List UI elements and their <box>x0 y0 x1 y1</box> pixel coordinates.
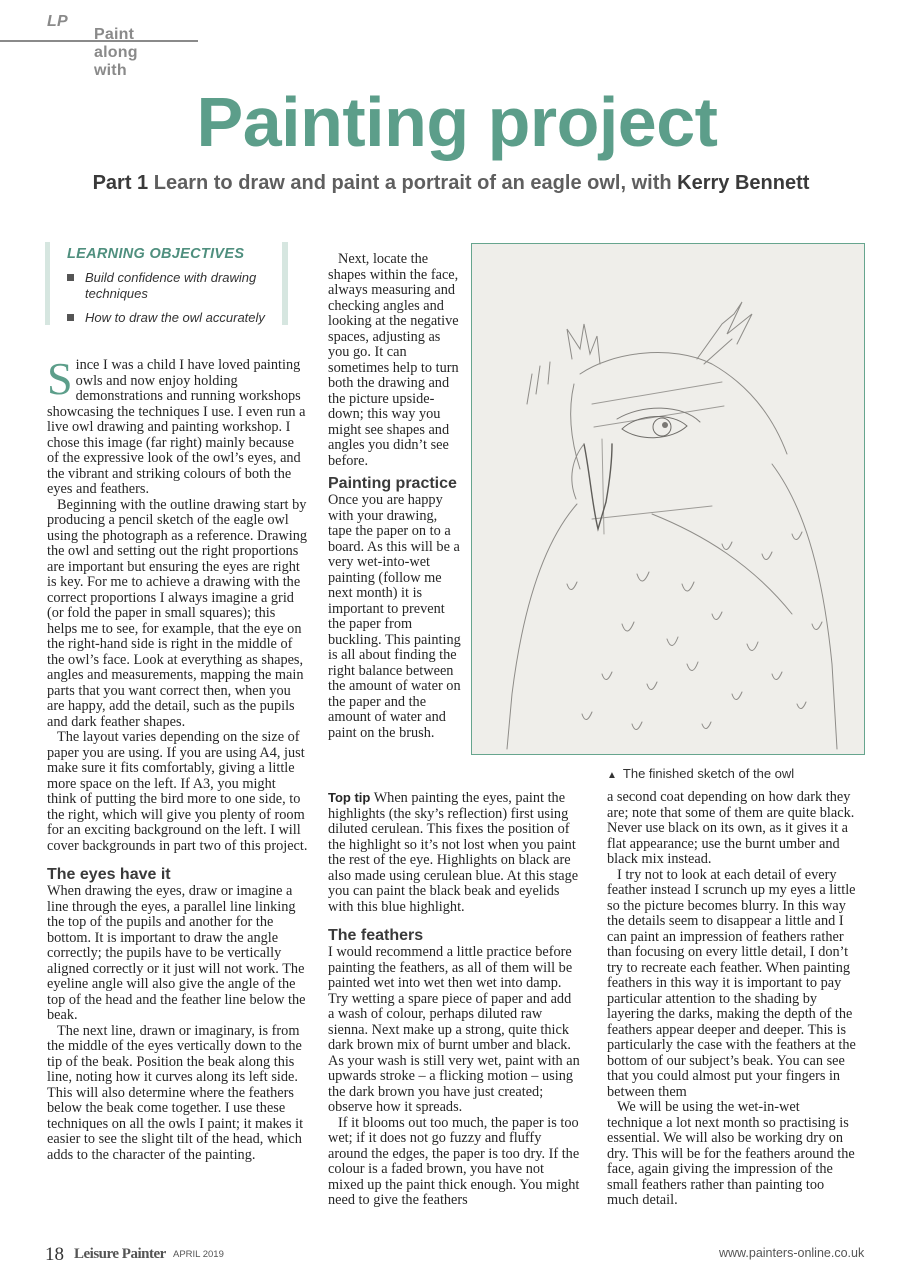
caption-text: The finished sketch of the owl <box>622 766 795 781</box>
section-tag-emphasis: LP <box>47 13 68 30</box>
issue-date: APRIL 2019 <box>173 1249 224 1260</box>
heading-feathers: The feathers <box>328 927 424 944</box>
top-tip-label: Top tip <box>328 790 371 805</box>
page-title: Painting project <box>196 83 718 161</box>
body-paragraph: Once you are happy with your drawing, tape the paper on to a board. As this will be a very wet-into-wet painting (follow me next month) it is important to prevent the paper from buckling. This painting is all about finding the right balance between the amount of water on the paper and the amount of water and paint on the brush. <box>328 492 461 741</box>
body-paragraph: a second coat depending on how dark they are; note that some of them are quite black. Never use black on its own, as it gives it a flat appearance; use the burnt umber and black mix instead. <box>607 789 855 867</box>
top-tip: Top tip When painting the eyes, paint the highlights (the sky’s reflection) first using diluted cerulean. This fixes the position of the highlight so it’s not lost when you paint the rest of the eye. Highlights on black are also made using cerulean blue. At this stage you can paint the black beak and eyelids with this blue highlight. <box>328 790 579 915</box>
article-column-2-upper <box>328 252 463 741</box>
body-paragraph: Beginning with the outline drawing start by producing a pencil sketch of the eagle owl using the photograph as a reference. Drawing the owl and setting out the right proportions are important but ensuring the eyes are right is key. For me to achieve a drawing with the correct proportions I always imagine a grid (or fold the paper in small squares); this helps me to see, for example, that the eye on the right-hand side is right in the middle of the owl’s face. Look at everything as shapes, angles and measurements, mapping the main parts that you want correct then, when you are happy, add the detail, such as the pupils and dark feather shapes. <box>47 496 308 730</box>
body-paragraph: We will be using the wet-in-wet technique a lot next month so practising is essential. We will also be working dry on dry. This will be for the feathers around the face, again giving the impression of the small feathers rather than painting too much detail. <box>607 1099 855 1208</box>
page-number: 18 <box>45 1244 64 1265</box>
heading-painting-practice: Painting practice <box>328 475 457 492</box>
heading-eyes: The eyes have it <box>47 866 171 883</box>
triangle-up-icon: ▲ <box>607 770 617 781</box>
photo-caption <box>607 766 794 781</box>
magazine-logo: Leisure Painter <box>74 1246 166 1262</box>
subtitle-middle: Learn to draw and paint a portrait of an eagle owl, with <box>153 172 672 194</box>
owl-sketch-image <box>471 243 865 755</box>
square-bullet-icon <box>67 314 74 321</box>
body-paragraph: I try not to look at each detail of every feather instead I scrunch up my eyes a little so the picture becomes blurry. In this way the details seem to disappear a little and I can paint an impression of feathers rather than focusing on every little detail, I don’t try to recreate each feather. When painting feathers in this way it is important to pay particular attention to the shading by layering the darks, making the depth of the feathers appear deeper and deeper. This is particularly the case with the feathers at the bottom of our subject’s beak. You can see that you could almost put your fingers in between them <box>607 866 856 1100</box>
section-tag <box>0 0 198 79</box>
subtitle-part: Part 1 <box>92 172 149 194</box>
body-paragraph: I would recommend a little practice before painting the feathers, as all of them will be painted wet into wet then wet into damp. Try wetting a spare piece of paper and add a wash of colour, perhaps diluted raw sienna. Next make up a strong, quite thick dark brown mix of burnt umber and black. As your wash is still very wet, paint with an upwards stroke – a flicking motion – using the dark brown you have just created; observe how it spreads. <box>328 944 580 1115</box>
drop-cap: S <box>47 353 73 404</box>
website-url: www.painters-online.co.uk <box>719 1246 865 1260</box>
intro-paragraph: Since I was a child I have loved painting owls and now enjoy holding demonstrations and running workshops showcasing the techniques I use. I even run a live owl drawing and painting workshop. I chose this image (far right) mainly because of the expressive look of the owl’s eyes, and the vibrant and striking colours of both the eyes and feathers. <box>47 353 306 497</box>
objective-item: Build confidence with drawing techniques <box>67 270 267 302</box>
learning-objectives-panel <box>45 242 288 325</box>
body-paragraph: If it blooms out too much, the paper is too wet; if it does not go fuzzy and fluffy around the edges, the paper is too dry. If the colour is a faded brown, you have not mixed up the paint thick enough. You might need to give the feathers <box>328 1114 580 1208</box>
body-paragraph: When drawing the eyes, draw or imagine a line through the eyes, a parallel line linking the top of the pupils and another for the bottom. It is important to draw the angle correctly; the pupils have to be vertically aligned correctly or it just will not work. The eyeline angle will also give the angle of the top of the head and the feather line below the beak. <box>47 883 306 1023</box>
square-bullet-icon <box>67 274 74 281</box>
page-subtitle <box>0 172 902 195</box>
body-paragraph: Next, locate the shapes within the face, always measuring and checking angles and looking at the negative spaces, adjusting as you go. It can sometimes help to turn both the drawing and the picture upside-down; this way you might see shapes and angles you didn’t see before. <box>328 251 459 469</box>
article-column-3 <box>607 790 857 1209</box>
article-column-1 <box>47 353 308 1163</box>
body-paragraph: The layout varies depending on the size of paper you are using. If you are using A4, just make sure it fits comfortably, giving a little more space on the left. If A3, you might think of putting the bird more to one side, to the right, which will give you plenty of room for an exciting background on the left. I will cover backgrounds in part two of this project. <box>47 729 308 854</box>
objectives-heading: LEARNING OBJECTIVES <box>67 246 245 262</box>
owl-sketch-drawing <box>472 244 864 754</box>
section-tag-prefix: Paint along with <box>94 26 138 79</box>
objective-item: How to draw the owl accurately <box>67 310 282 326</box>
body-paragraph: The next line, drawn or imaginary, is from the middle of the eyes vertically down to the tip of the beak. Position the beak along this line, noting how it curves along its left side. This will also determine where the feathers below the beak come together. I use these techniques on all the owls I paint; it makes it easier to see the slight tilt of the head, which adds to the character of the painting. <box>47 1022 304 1163</box>
subtitle-author: Kerry Bennett <box>677 172 810 194</box>
article-column-2-lower <box>328 790 580 1209</box>
